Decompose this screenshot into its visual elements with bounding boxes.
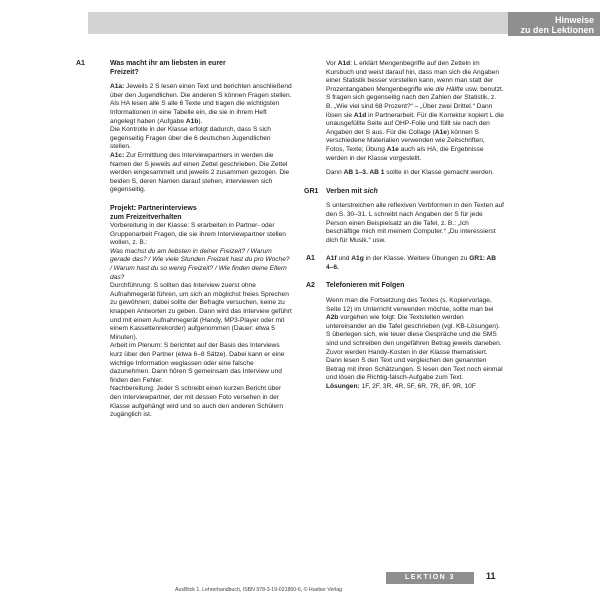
text: Wenn man die Fortsetzung des Textes (s. Kopiervorlage, Seite 12) im Unterricht verwenden möchte, sollte man bei: [326, 297, 494, 313]
paragraph-loesungen: [326, 383, 504, 392]
section-title: [110, 205, 292, 222]
paragraph-fragen: Was machst du am liebsten in deiner Freizeit? / Warum gerade das? / Wie viele Stunden Freizeit hast du pro Woche? / Warum hast du so wenig Freizeit? / Wie finden deine Eltern das?: [110, 247, 290, 281]
lesson-badge: LEKTION 3: [386, 572, 474, 584]
paragraph-nachbereitung: Nachbereitung: Jeder S schreibt einen kurzen Bericht über den Interviewpartner, der mit dessen Foto versehen in der Klasse aufgehängt wird und so auch den anderen Schülern zugänglich ist.: [110, 385, 284, 419]
section-title: Telefonieren mit Folgen: [326, 282, 405, 290]
section-code: A1: [76, 60, 85, 67]
section-a2: [306, 282, 504, 391]
section-title-line: zum Freizeitverhalten: [110, 213, 182, 221]
paragraph-vorbereitung: Vorbereitung in der Klasse: S erarbeiten in Partner- oder Gruppenarbeit Fragen, die sie ihrem Interviewpartner stellen wollen, z. B.:: [110, 222, 286, 247]
right-column: [304, 60, 505, 392]
section-title: [110, 60, 292, 77]
section-gr1: [304, 187, 505, 246]
label-loesungen: Lösungen:: [326, 383, 360, 390]
section-title-line: Freizeit?: [110, 68, 139, 76]
left-column: [76, 60, 292, 420]
text: 1F, 2F, 3R, 4R, 5F, 6R, 7R, 8F, 9R, 10F: [359, 383, 476, 390]
section-a1: [76, 60, 292, 195]
ref-a1b: A1b: [185, 117, 199, 125]
paragraph-a1d: [326, 60, 504, 163]
ref-a1g: A1g: [351, 255, 364, 263]
paragraph-plenum: Arbeit im Plenum: S berichtet auf der Basis des Interviews kurz über den Partner (etwa 6–8 Sätze). Dabei kann er eine wichtige Information weglassen oder eine falsche dazunehmen. Dann hören S gemeinsam das Interview und finden den Fehler.: [110, 342, 285, 384]
paragraph-ha: [110, 100, 292, 126]
header-title-line2: zu den Lektionen: [520, 25, 594, 35]
text: Jeweils 2 S lesen einen Text und berichten anschließend über den Jugendlichen. Die anderen S können Fragen stellen.: [110, 83, 292, 99]
paragraph-ab: [326, 169, 504, 178]
ref-a2b: A2b: [326, 314, 339, 322]
text: usw. benutzt. S fragen sich gegenseitig nach den Zahlen der Statistik, z. B. „Wie viel sind 68 Prozent?“ – „Über zwei Drittel.“ Dann lösen sie: [326, 85, 504, 119]
ref-a1f: A1f: [326, 255, 337, 263]
header-title-line1: Hinweise: [554, 15, 594, 25]
section-a1-exercises: [306, 255, 504, 272]
text: Als HA lesen alle S alle 6 Texte und tragen die wichtigsten Informationen in eine Tabelle ein, die sie in ihrem Heft angelegt haben (Aufgabe: [110, 100, 280, 125]
text: Verben mit: [326, 187, 364, 195]
text: in Partnerarbeit. Für die Korrektur kopiert L die unausgefüllte Seite auf OHP-Folie und füllt sie nach den Angaben der S aus. Für die Collage (: [326, 111, 504, 136]
footer-citation: AusBlick 1. Lehrerhandbuch, ISBN 978-3-19-021860-6, © Hueber Verlag: [175, 587, 343, 593]
paragraph-durchfuehrung: Durchführung: S sollten das Interview zuerst ohne Aufnahmegerät führen, um sich an möglichst freies Sprechen zu gewöhnen; dabei sollte der Befragte versuchen, keine zu knappen Antworten zu geben. Dann wird das Interview geführt und mit einem Aufnahmegerät (Handy, MP3-Player oder mit einem Kassettenrekorder) aufgenommen (Dauer: etwa 5 Minuten).: [110, 282, 292, 341]
section-code: GR1: [304, 187, 319, 195]
ref-ab: AB 1–3. AB 1: [343, 169, 385, 177]
section-projekt: [110, 205, 292, 420]
ref-gr1: GR1: AB 4–6.: [326, 255, 497, 271]
section-title-line: Projekt: Partnerinterviews: [110, 204, 197, 212]
paragraph-kontrolle: Die Kontrolle in der Klasse erfolgt dadurch, dass S sich gegenseitig Fragen über die 6 deutschen Jugendlichen stellen.: [110, 126, 271, 151]
text: Zur Ermittlung des Interviewpartners in werden die Namen der S jeweils auf einen Zettel geschrieben. Die Zettel werden eingesammelt und jeweils 2 zusammen gezogen. Die beiden S, deren Namen darauf stehen, interviewen sich gegenseitig.: [110, 151, 290, 194]
text-italic: die Hälfte: [435, 85, 464, 93]
section-code: A2: [306, 282, 315, 290]
label-a1a: A1a:: [110, 83, 125, 91]
text-italic: sich: [363, 187, 378, 195]
ref-a1e: A1e: [386, 145, 399, 153]
label-a1c: A1c:: [110, 151, 125, 159]
page-number: 11: [486, 571, 496, 581]
text: ) können S verschiedene Materialien verwenden wie Zeitschriften, Fotos, Texte; Übung: [326, 128, 485, 153]
header-bar: [88, 12, 508, 34]
paragraph-gr1: S unterstreichen alle reflexiven Verbformen in den Texten auf den S. 30–31. L schreibt nach Angaben der S für jede Person einen Beispielsatz an die Tafel, z. B.: „Ich beschäftige mich mit meinem Computer.“ „Du interessierst dich für Musik.“ usw.: [326, 202, 505, 244]
text: ).: [198, 117, 203, 125]
ref-a1e: A1e: [434, 128, 447, 136]
ref-a1d: A1d: [353, 111, 367, 119]
paragraph-a1-exercises: [326, 255, 504, 272]
paragraph-a1a: [110, 83, 292, 100]
paragraph-a2: [326, 297, 504, 383]
ref-a1d: A1d: [337, 60, 351, 67]
text: sollte in der Klasse gemacht werden.: [384, 169, 495, 177]
text: in der Klasse. Weitere Übungen zu: [363, 255, 470, 263]
text: : L erklärt Mengenbegriffe auf den Zetteln im Kursbuch und weist darauf hin, dass man sich die Angaben einer Statistik besser vorstellen kann, wenn man statt der Prozentangaben Mengenbegriffe wie: [326, 60, 500, 93]
section-title-line: Was macht ihr am liebsten in eurer: [110, 60, 226, 67]
section-code: A1: [306, 255, 315, 263]
text: Dann: [326, 169, 344, 177]
section-title: [326, 188, 504, 197]
text: vorgehen wie folgt: Die Textstellen werden untereinander an die Tafel geschrieben (vgl. KB-Lösungen). S überlegen sich, wie teuer diese Gespräche und die SMS sind und schreiben den ungefähren Betrag jeweils daneben. Zuvor werden Handy-Kosten in der Klasse thematisiert. Dann lesen S den Text und vergleichen den genannten Betrag mit ihren Schätzungen. S lesen den Text noch einmal und lösen die Richtig-falsch-Aufgabe zum Text.: [326, 314, 503, 382]
paragraph-a1c: [110, 152, 292, 195]
text: auch als HA, die Ergebnisse werden in der Klasse vorgestellt.: [326, 145, 484, 162]
text: Vor: [326, 60, 338, 67]
header-title-box: [508, 12, 600, 36]
text: und: [336, 255, 352, 263]
